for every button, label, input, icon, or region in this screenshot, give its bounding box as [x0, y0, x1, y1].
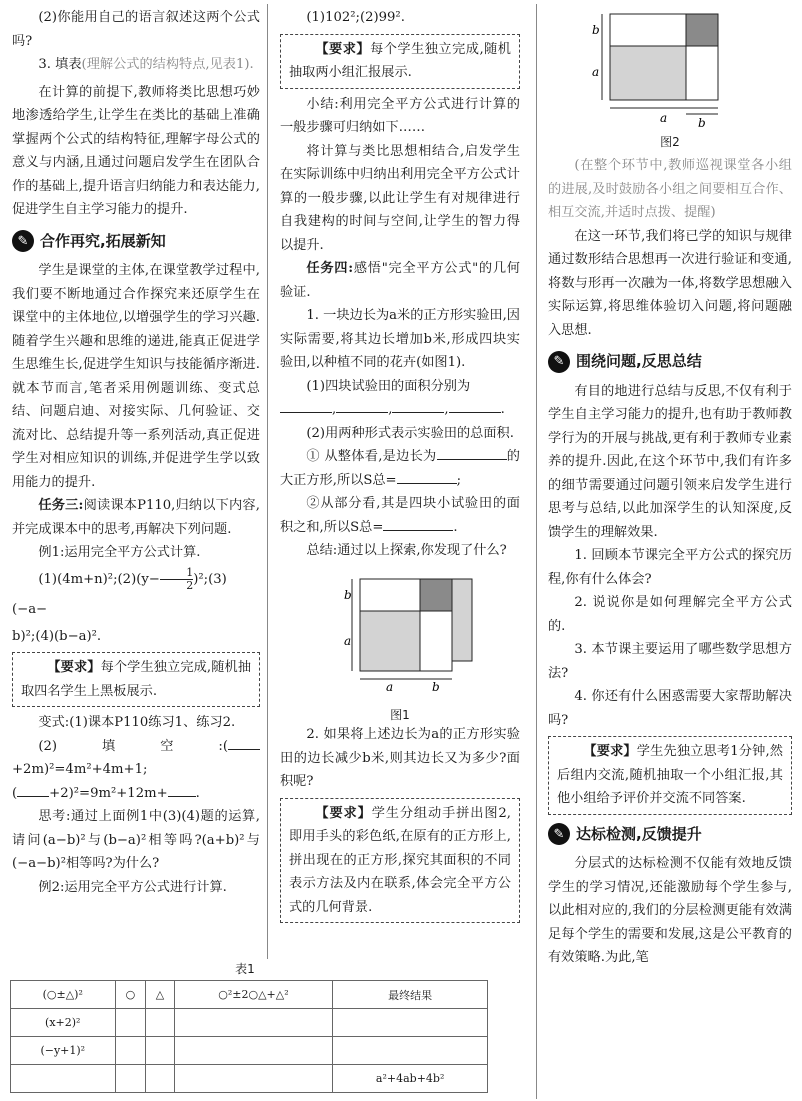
- requirement-box: [12, 652, 260, 707]
- paragraph: 3. 本节课主要运用了哪些数学思想方法?: [548, 642, 792, 681]
- label-b: b: [592, 23, 600, 37]
- text: 感悟"完全平方公式"的几何验证.: [280, 261, 520, 300]
- figure-caption: 图2: [660, 135, 680, 149]
- blank-field: [168, 796, 196, 797]
- requirement-label: 【要求】: [315, 41, 371, 57]
- paragraph: (2)用两种形式表示实验田的总面积.: [306, 425, 514, 441]
- column-divider: [267, 4, 268, 959]
- table-cell: [146, 1065, 174, 1093]
- requirement-box: [280, 34, 520, 89]
- section-icon: ✎: [12, 230, 34, 252]
- paragraph: ① 从整体看,是边长为 的大正方形,所以S总= ;: [280, 449, 520, 488]
- table-cell: a²+4ab+4b²: [333, 1065, 488, 1093]
- formula: [12, 565, 260, 625]
- text: 阅读课本P110,归纳以下内容,并完成课本中的思考,再解决下列问题.: [12, 498, 260, 537]
- blank-field: [383, 530, 453, 531]
- table-header-cell: (○±△)²: [11, 981, 116, 1009]
- label-b: b: [344, 587, 352, 602]
- table-cell: [115, 1037, 146, 1065]
- table-header-row: [11, 981, 488, 1009]
- blank-field: [336, 412, 388, 413]
- section-icon: ✎: [548, 823, 570, 845]
- text: (1)(4m+n)²;(2)(y−: [38, 571, 160, 587]
- paragraph: 2. 如果将上述边长为a的正方形实验田的边长减少b米,则其边长又为多少?面积呢?: [280, 727, 520, 789]
- blank-field: [17, 796, 49, 797]
- requirement-label: 【要求】: [47, 660, 101, 675]
- square-b: [686, 14, 718, 46]
- label-a: a: [344, 633, 352, 648]
- text: .: [195, 785, 200, 801]
- table-header-cell: ○: [115, 981, 146, 1009]
- table-cell: [333, 1009, 488, 1037]
- section-heading: [548, 823, 792, 847]
- paragraph: [12, 494, 260, 541]
- paragraph: [12, 53, 260, 77]
- blanks-line: , , , .: [280, 398, 520, 422]
- text: +2)²=9m²+12m+: [49, 785, 168, 801]
- section-title: 达标检测,反馈提升: [576, 824, 702, 843]
- text: +2m)²=4m²+4m+1;: [12, 762, 148, 777]
- rect-ab-top: [360, 579, 420, 611]
- paragraph: 在这一环节,我们将已学的知识与规律通过数形结合思想再一次进行验证和变通,将数与形再一次融为一体,将数学思想融入实际运算,将思维体验切入问题,将问题融入思想.: [548, 228, 792, 338]
- label-b: b: [432, 679, 440, 694]
- table-row: [11, 1065, 488, 1093]
- blank-field: [228, 749, 260, 750]
- blank-field: [449, 412, 501, 413]
- section-heading: [12, 230, 260, 254]
- column-divider: [536, 4, 537, 1099]
- requirement-box: [280, 798, 520, 924]
- column-3: [548, 6, 792, 970]
- blank-field: [397, 483, 457, 484]
- table-header-cell: 最终结果: [333, 981, 488, 1009]
- paragraph: [12, 735, 260, 782]
- paragraph: 1. 一块边长为a米的正方形实验田,因实际需要,将其边长增加b米,形成四块实验田,以种植不同的花卉(如图1).: [280, 308, 520, 370]
- table-cell: [11, 1065, 116, 1093]
- blank-field: [280, 412, 332, 413]
- paragraph: 有目的地进行总结与反思,不仅有利于学生自主学习能力的提升,也有助于教师教学行为的开展与挑战,更有利于教师专业素养的提升.因此,在这个环节中,我们有许多的细节需要通过问题引领来启发学生进行思考与总结,以此加深学生的认知深度,反馈学生的理解效果.: [548, 383, 792, 540]
- table-cell: [146, 1037, 174, 1065]
- square-a-minus-b: [610, 46, 686, 100]
- text: ① 从整体看,是边长为: [306, 449, 437, 464]
- text: )²;(3)(−a−: [12, 571, 227, 617]
- label-a: a: [386, 679, 394, 694]
- section-title: 围绕问题,反思总结: [576, 352, 702, 370]
- paragraph: 分层式的达标检测不仅能有效地反馈学生的学习情况,还能激励每个学生参与,以此相对应的,我们的分层检测更能有效满足每个学生的需要和发展,这是公平教育的有效策略.为此,笔: [548, 856, 792, 965]
- requirement-text: 每个学生独立完成,随机抽取四名学生上黑板展示.: [21, 660, 252, 699]
- requirement-text: 学生先独立思考1分钟,然后组内交流,随机抽取一个小组汇报,其他小组给予评价并交流不同答案.: [557, 744, 783, 806]
- table-cell: (−y+1)²: [11, 1037, 116, 1065]
- requirement-label: 【要求】: [315, 805, 372, 821]
- paragraph: 将计算与类比思想相结合,启发学生在实际训练中归纳出利用完全平方公式计算的一般步骤,以此让学生有对规律进行自我建构的时间与空间,让学生的智力得以提升.: [280, 143, 520, 253]
- table-cell: (x+2)²: [11, 1009, 116, 1037]
- paragraph: ②从部分看,其是四块小试验田的面积之和,所以S总= .: [280, 496, 520, 535]
- blank-field: [392, 412, 444, 413]
- figure-caption: 图1: [390, 708, 410, 722]
- paragraph: 4. 你还有什么困惑需要大家帮助解决吗?: [548, 689, 792, 728]
- paragraph: [280, 257, 520, 304]
- table-cell: [174, 1065, 333, 1093]
- text: 的大正方形,所以S总=: [280, 449, 520, 488]
- task-label: 任务三:: [38, 498, 84, 513]
- table-cell: [115, 1065, 146, 1093]
- text: (2)填空:(: [38, 738, 228, 754]
- paragraph: 1. 回顾本节课完全平方公式的探究历程,你有什么体会?: [548, 548, 792, 587]
- paragraph: 变式:(1)课本P110练习1、练习2.: [38, 715, 236, 730]
- section-icon: ✎: [548, 351, 570, 373]
- text: (: [12, 785, 18, 801]
- task-label: 任务四:: [306, 261, 354, 276]
- paragraph: (1)四块试验田的面积分别为: [306, 378, 471, 394]
- paragraph: 学生是课堂的主体,在课堂教学过程中,我们要不断地通过合作探究来还原学生在课堂中的主体地位,以增强学生的学习兴趣.随着学生兴趣和思维的递进,能真正促进学生思维生长,促进学生知识与技能循序渐进.就本节而言,笔者采用例题训练、变式总结、问题启迪、对接实际、几何验证、交流对比、总结提升等一系列活动,真正促进学生对相应知识的训练,并促进学生学以致用能力的提升.: [12, 263, 260, 490]
- table-title: 表1: [235, 962, 255, 976]
- column-1: [12, 6, 260, 899]
- rect-ab-right: [420, 611, 452, 671]
- fraction-numerator: 1: [160, 567, 193, 580]
- table-cell: [174, 1009, 333, 1037]
- requirement-label: 【要求】: [583, 744, 637, 759]
- table-header-cell: △: [146, 981, 174, 1009]
- text: (理解公式的结构特点,见表1).: [81, 57, 254, 72]
- paragraph: 思考:通过上面例1中(3)(4)题的运算,请问(a−b)²与(b−a)²相等吗?(a+b)²与(−a−b)²相等吗?为什么?: [12, 809, 260, 871]
- label-a: a: [660, 111, 668, 125]
- table-header-cell: ○²±2○△+△²: [174, 981, 333, 1009]
- note-paragraph: (在整个环节中,教师巡视课堂各小组的进展,及时鼓励各小组之间要相互合作、相互交流,并适时点拨、提醒): [548, 158, 792, 220]
- table-cell: [333, 1037, 488, 1065]
- requirement-box: [548, 736, 792, 815]
- square-b: [420, 579, 452, 611]
- paragraph: 小结:利用完全平方公式进行计算的一般步骤可归纳如下……: [280, 96, 520, 135]
- blank-field: [437, 459, 507, 460]
- fraction-denominator: 2: [186, 578, 194, 592]
- column-2: [280, 6, 520, 927]
- text: 3. 填表: [38, 57, 82, 72]
- paragraph: 2. 说说你是如何理解完全平方公式的.: [548, 595, 792, 634]
- paragraph: 在计算的前提下,教师将类比思想巧妙地渗透给学生,让学生在类比的基础上准确掌握两个公式的结构特征,理解字母公式的意义与内涵,且通过问题启发学生在团队合作的基础上,提升语言归纳能力和表达能力,促进学生自主学习能力的提升.: [12, 84, 260, 217]
- figure-2-diagram: [548, 10, 792, 130]
- square-a-main: [360, 611, 420, 671]
- label-b: b: [698, 116, 706, 130]
- table-cell: [174, 1037, 333, 1065]
- table-cell: [115, 1009, 146, 1037]
- requirement-text: 学生分组动手拼出图2,即用手头的彩色纸,在原有的正方形上,拼出现在的正方形,探究其面积的不同表示方法及内在联系,体会完全平方公式的几何背景.: [289, 805, 511, 915]
- table-row: [11, 1037, 488, 1065]
- section-heading: [548, 350, 792, 374]
- figure-1-diagram: [280, 567, 520, 695]
- section-title: 合作再究,拓展新知: [40, 231, 166, 250]
- table-row: [11, 1009, 488, 1037]
- text: ②从部分看,其是四块小试验田的面积之和,所以S总=: [280, 496, 520, 535]
- formula: b)²;(4)(b−a)².: [12, 628, 102, 644]
- fraction: [160, 567, 193, 592]
- requirement-text: 每个学生独立完成,随机抽取两小组汇报展示.: [289, 41, 511, 80]
- paragraph: [12, 782, 260, 806]
- paragraph: (1)102²;(2)99².: [306, 10, 405, 25]
- paragraph: 例2:运用完全平方公式进行计算.: [38, 879, 227, 895]
- paragraph: 例1:运用完全平方公式计算.: [38, 545, 201, 560]
- table-cell: [146, 1009, 174, 1037]
- paragraph: 总结:通过以上探索,你发现了什么?: [306, 543, 507, 558]
- label-a: a: [592, 65, 600, 79]
- table-1: [10, 980, 488, 1093]
- paragraph: (2)你能用自己的语言叙述这两个公式吗?: [12, 10, 260, 49]
